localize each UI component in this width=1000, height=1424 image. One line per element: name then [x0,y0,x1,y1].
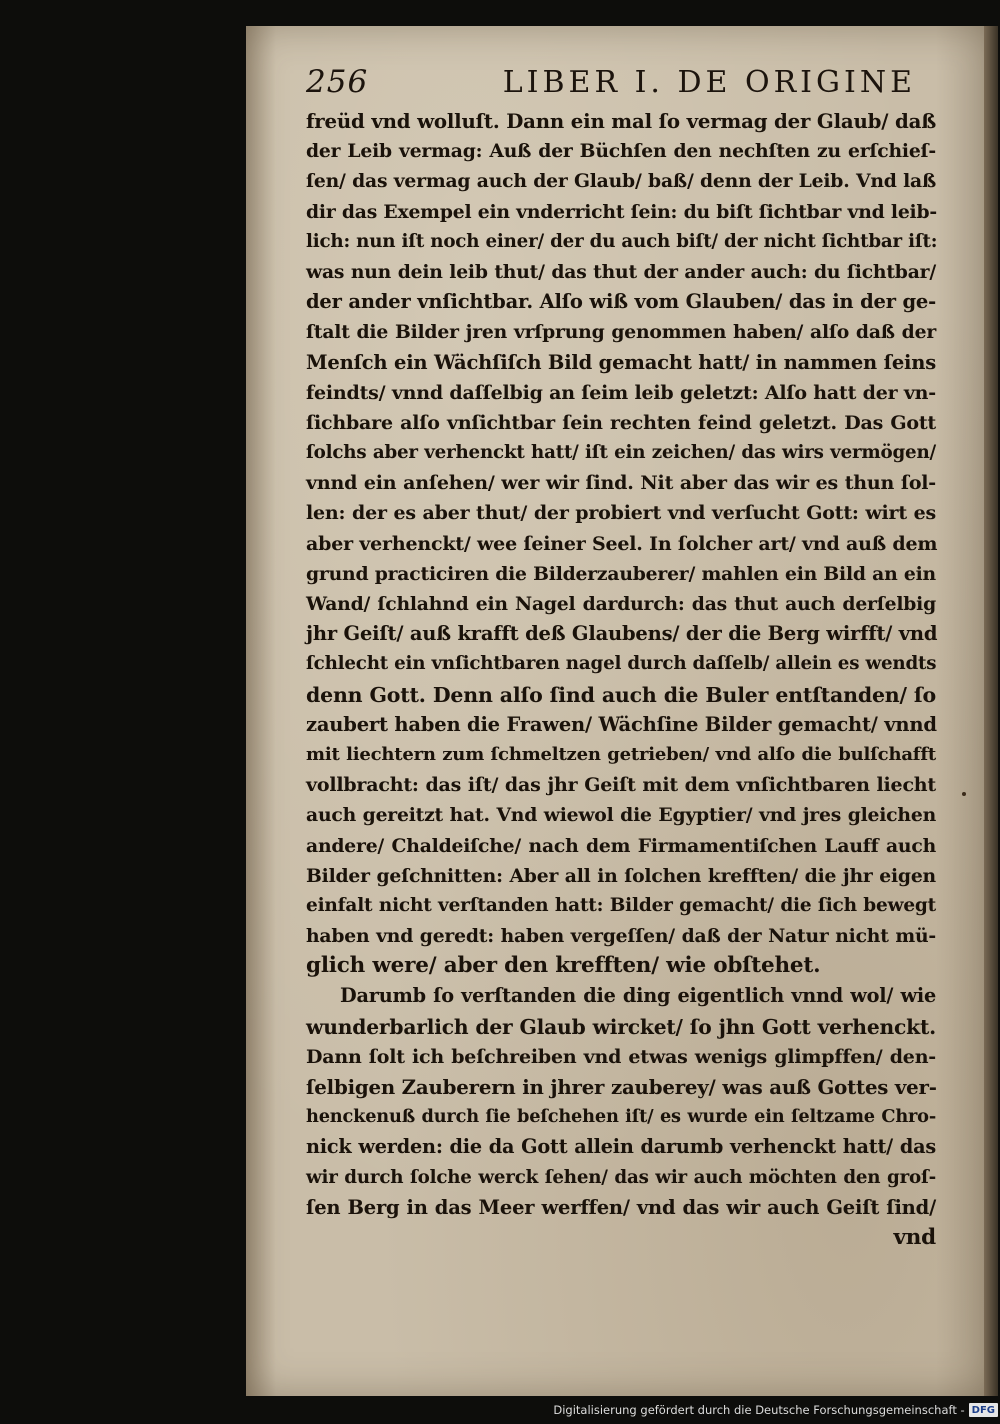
text-line: was nun dein leib thut/ das thut der ander auch: du ſichtbar/ [306,260,936,283]
text-line: aber verhenckt/ wee ſeiner Seel. In ſolcher art/ vnd auß dem [306,532,938,555]
text-line: ſen Berg in das Meer werffen/ vnd das wir auch Geiſt ſind/ [306,1195,936,1219]
dfg-logo: DFG [969,1403,998,1417]
text-line: vollbracht: das iſt/ das jhr Geiſt mit dem vnſichtbaren liecht [306,774,936,797]
text-line: andere/ Chaldeiſche/ nach dem Firmamentiſchen Lauff auch [306,834,936,857]
text-line: ſichbare alſo vnſichtbar ſein rechten feind geletzt. Das Gott [306,411,936,434]
text-line: haben vnd geredt: haben vergeſſen/ daß der Natur nicht mü- [306,925,936,948]
text-line: mit liechtern zum ſchmeltzen getrieben/ vnd alſo die bulſchafft [306,743,936,765]
running-title: LIBER I. DE ORIGINE [502,65,916,100]
text-line: zaubert haben die Frawen/ Wächſine Bilder gemacht/ vnnd [306,712,937,736]
text-line: feindts/ vnnd daſſelbig an ſeim leib geletzt: Alſo hatt der vn- [306,381,936,404]
text-line: der ander vnſichtbar. Alſo wiß vom Glauben/ das in der ge- [306,290,936,314]
book-page [246,26,998,1396]
text-line: freüd vnd wolluſt. Dann ein mal ſo vermag der Glaub/ daß [306,109,936,133]
running-head [306,64,916,100]
text-line: lich: nun iſt noch einer/ der du auch biſt/ der nicht ſichtbar iſt: [306,230,938,252]
text-line: wunderbarlich der Glaub wircket/ ſo jhn Gott verhenckt. [306,1014,936,1039]
text-line: Wand/ ſchlahnd ein Nagel dardurch: das thut auch derſelbig [306,593,936,615]
text-line: grund practiciren die Bilderzauberer/ mahlen ein Bild an ein [306,562,936,585]
text-line: Darumb ſo verſtanden die ding eigentlich vnnd wol/ wie [340,984,936,1008]
credit-text: Digitalisierung gefördert durch die Deutsche Forschungsgemeinschaft - [553,1403,965,1417]
text-line: henckenuß durch ſie beſchehen iſt/ es wurde ein ſeltzame Chro- [306,1106,936,1128]
text-line: ſchlecht ein vnſichtbaren nagel durch daſſelb/ allein es wendts [306,653,937,675]
body-text [306,106,936,1253]
text-line: denn Gott. Denn alſo ſind auch die Buler entſtanden/ ſo [306,682,936,707]
page-gutter-shadow [984,26,998,1396]
text-line: der Leib vermag: Auß der Büchſen den nechſten zu erſchieſ- [306,140,936,163]
text-line: vnnd ein anſehen/ wer wir ſind. Nit aber das wir es thun ſol- [306,472,936,495]
text-line: Bilder geſchnitten: Aber all in ſolchen krefften/ die jhr eigen [306,864,936,887]
text-line: auch gereitzt hat. Vnd wiewol die Egyptier/ vnd jres gleichen [306,804,936,827]
text-line: wir durch ſolche werck ſehen/ das wir auch möchten den groſ- [306,1166,936,1188]
paper-speck [962,792,966,796]
text-line: ſen/ das vermag auch der Glaub/ baß/ denn der Leib. Vnd laß [306,170,936,193]
text-line: len: der es aber thut/ der probiert vnd verſucht Gott: wirt es [306,502,936,525]
catchword: vnd [893,1224,936,1250]
text-line: Menſch ein Wächſiſch Bild gemacht hatt/ in nammen ſeins [306,350,936,374]
text-line: dir das Exempel ein vnderricht ſein: du biſt ſichtbar vnd leib- [306,200,937,223]
page-number: 256 [306,64,369,100]
text-line: jhr Geiſt/ auß krafft deß Glaubens/ der die Berg wirfft/ vnd [306,622,938,646]
text-line: glich were/ aber den krefften/ wie obſtehet. [306,953,821,979]
text-line: Dann ſolt ich beſchreiben vnd etwas wenigs glimpffen/ den- [306,1045,936,1068]
text-line: ſelbigen Zauberern in jhrer zauberey/ was auß Gottes ver- [306,1075,937,1099]
digitization-credit [553,1400,998,1420]
text-line: nick werden: die da Gott allein darumb verhenckt hatt/ das [306,1135,936,1159]
text-line: ſolchs aber verhenckt hatt/ iſt ein zeichen/ das wirs vermögen/ [306,442,936,464]
text-line: einfalt nicht verſtanden hatt: Bilder gemacht/ die ſich bewegt [306,894,936,916]
text-line: ſtalt die Bilder jren vrſprung genommen haben/ alſo daß der [306,321,936,344]
